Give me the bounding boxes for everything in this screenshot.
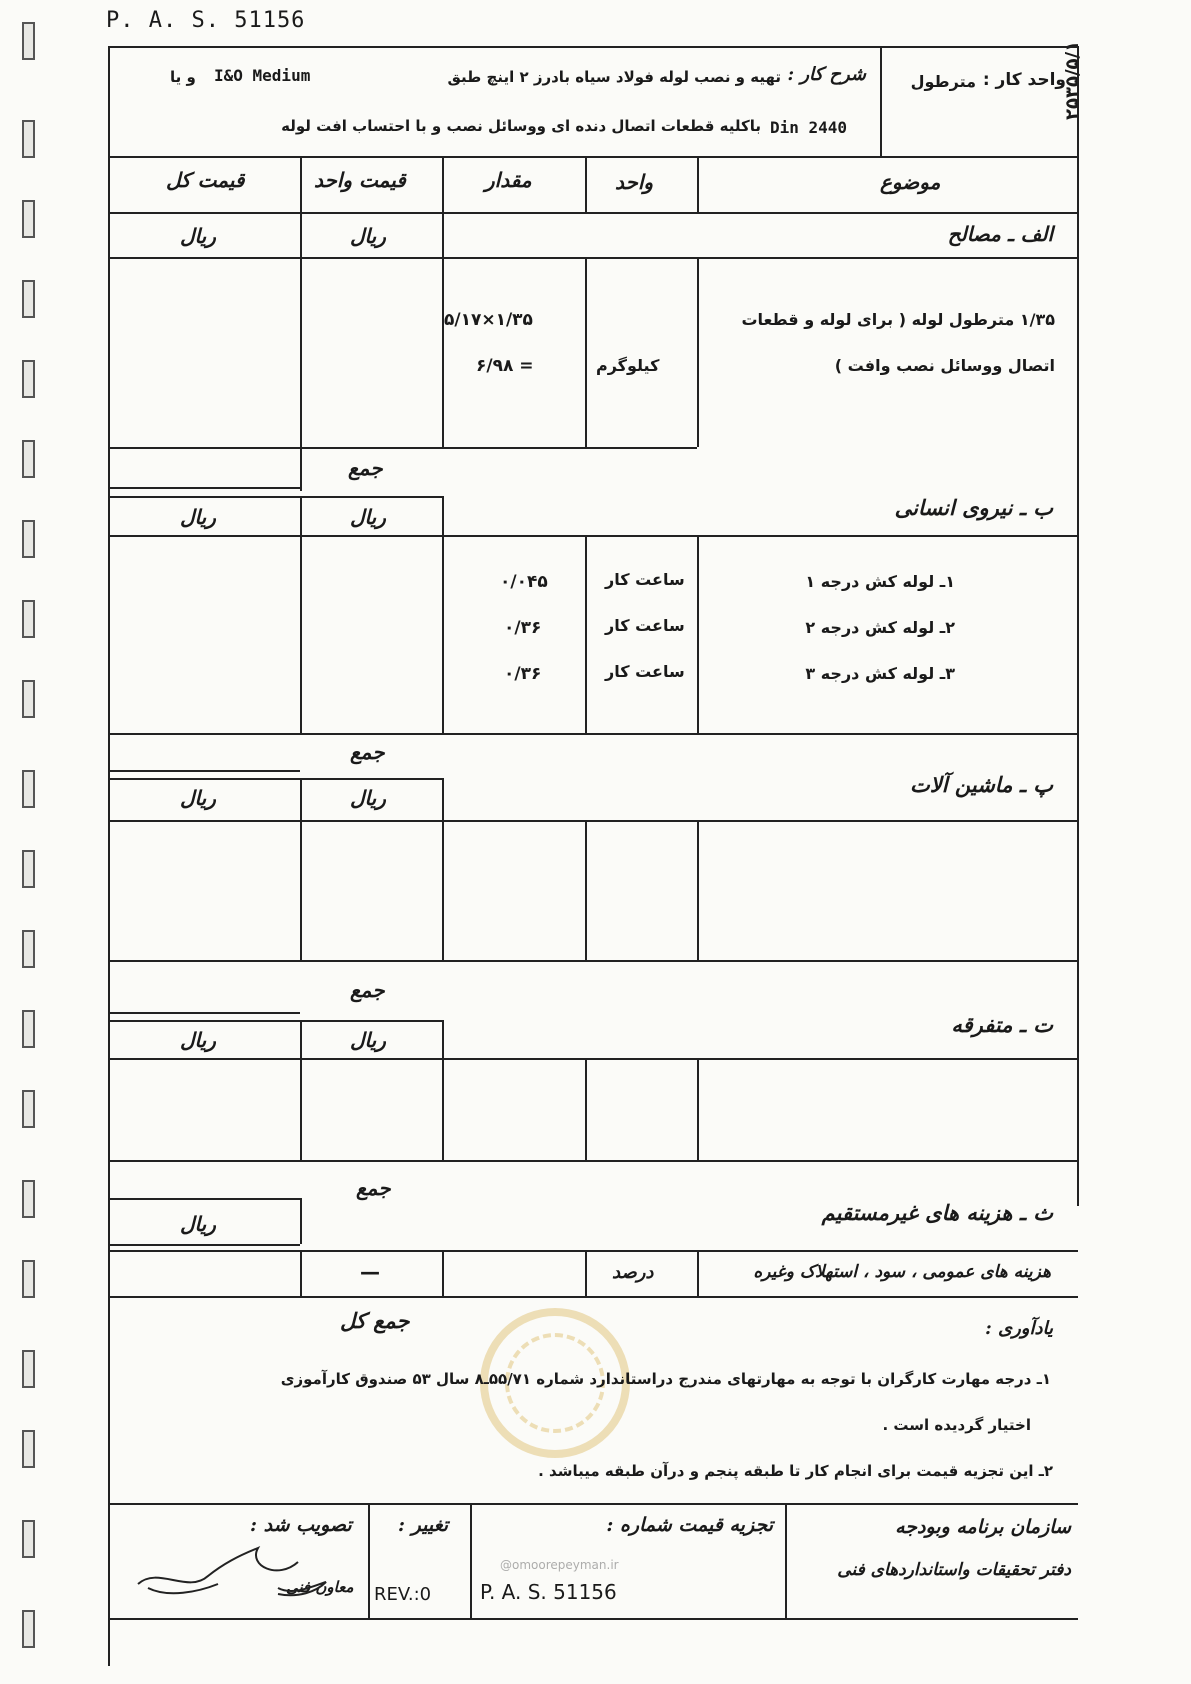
materials-unit: کیلوگرم (596, 356, 660, 375)
work-unit-value: مترطول (910, 72, 976, 91)
indirect-unit-price: — (360, 1260, 380, 1284)
top-code: P. A. S. 51156 (106, 8, 306, 33)
note-1-line2: اختیار گردیده است . (882, 1416, 1031, 1434)
indirect-unit: درصد (612, 1262, 654, 1283)
org-dept: دفتر تحقیقات واستانداردهای فنی (837, 1560, 1071, 1580)
table-border-top (108, 46, 1078, 48)
watermark-text: @omoorepeyman.ir (500, 1558, 619, 1572)
binder-hole (22, 850, 35, 888)
section-materials-title: الف ـ مصالح (947, 222, 1053, 246)
binder-hole (22, 1520, 35, 1558)
misc-sum-label: جمع (356, 1176, 391, 1200)
col-unit: واحد (615, 170, 654, 194)
signature (128, 1536, 338, 1606)
rial-label: ریال (180, 1212, 216, 1236)
binder-hole (22, 200, 35, 238)
work-desc-standard: I&O Medium (214, 66, 311, 85)
binder-hole (22, 930, 35, 968)
table-border-right (1077, 46, 1079, 1206)
work-desc-line2: باکلیه قطعات اتصال دنده ای ووسائل نصب و با احتساب افت لوله (281, 117, 761, 135)
labor-sum-label: جمع (350, 740, 385, 764)
rial-label: ریال (180, 1028, 216, 1052)
binder-hole (22, 1010, 35, 1048)
rial-label: ریال (350, 505, 386, 529)
approved-label: تصویب شد : (250, 1514, 352, 1536)
work-desc-din: Din 2440 (770, 118, 848, 137)
labor-item-qty: ۰/۰۴۵ (500, 572, 548, 592)
materials-item-line1: ۱/۳۵ مترطول لوله ( برای لوله و قطعات (741, 310, 1055, 329)
section-labor-title: ب ـ نیروی انسانی (894, 495, 1053, 520)
change-label: تغییر : (398, 1514, 449, 1536)
work-desc-line1: تهیه و نصب لوله فولاد سیاه بادرز ۲ اینچ طبق (447, 68, 781, 86)
labor-item-unit: ساعت کار (605, 570, 685, 589)
note-2: ۲ـ این تجزیه قیمت برای انجام کار تا طبقه پنجم و درآن طبقه میباشد . (538, 1462, 1053, 1480)
rial-label: ریال (350, 786, 386, 810)
binder-hole (22, 1090, 35, 1128)
rial-label: ریال (350, 1028, 386, 1052)
section-misc-title: ت ـ متفرقه (951, 1012, 1053, 1037)
binder-hole (22, 680, 35, 718)
table-border-left (108, 46, 110, 1666)
binder-hole (22, 1180, 35, 1218)
labor-item-label: ۳ـ لوله کش درجه ۳ (805, 664, 955, 683)
binder-hole (22, 22, 35, 60)
grand-total-label: جمع کل (340, 1308, 410, 1333)
col-quantity: مقدار (485, 168, 532, 192)
binder-hole (22, 280, 35, 318)
analysis-label: تجزیه قیمت شماره : (606, 1514, 773, 1536)
rial-label: ریال (180, 224, 216, 248)
labor-item-qty: ۰/۳۶ (504, 618, 542, 638)
indirect-row-label: هزینه های عمومی ، سود ، استهلاک وغیره (753, 1262, 1051, 1282)
materials-item-line2: اتصال ووسائل نصب وافت ) (834, 356, 1055, 375)
binder-hole (22, 1430, 35, 1468)
binder-hole (22, 600, 35, 638)
analysis-number: P. A. S. 51156 (480, 1580, 617, 1604)
labor-item-unit: ساعت کار (605, 616, 685, 635)
binder-hole (22, 770, 35, 808)
materials-sum-label: جمع (348, 456, 383, 480)
binder-hole (22, 1260, 35, 1298)
labor-item-qty: ۰/۳۶ (504, 664, 542, 684)
materials-qty-line1: ۱/۳۵×۵/۱۷ (444, 310, 533, 330)
note-1-line1: ۱ـ درجه مهارت کارگران با توجه به مهارتهای مندرج دراستاندارد شماره ۵۵/۷۱ـ۸ سال ۵۳ صندوق کارآموزی (280, 1370, 1051, 1388)
binder-hole (22, 1350, 35, 1388)
materials-qty-line2: = ۶/۹۸ (476, 356, 534, 376)
binder-hole (22, 120, 35, 158)
binder-hole (22, 440, 35, 478)
work-desc-or: و یا (170, 68, 196, 86)
labor-item-unit: ساعت کار (605, 662, 685, 681)
section-indirect-title: ث ـ هزینه های غیرمستقیم (821, 1200, 1053, 1225)
org-name: سازمان برنامه وبودجه (895, 1516, 1071, 1538)
rial-label: ریال (180, 786, 216, 810)
binder-hole (22, 520, 35, 558)
col-unit-price: قیمت واحد (314, 168, 406, 192)
deputy-label: معاون فنی (286, 1578, 354, 1596)
binder-hole (22, 360, 35, 398)
labor-item-label: ۱ـ لوله کش درجه ۱ (805, 572, 955, 591)
revision: REV.:0 (374, 1584, 432, 1605)
section-machinery-title: پ ـ ماشین آلات (909, 772, 1053, 797)
work-unit-label: واحد کار : (982, 70, 1066, 90)
rial-label: ریال (350, 224, 386, 248)
side-date: ۲۵۳۵/۵/۱ (1062, 40, 1083, 120)
col-subject: موضوع (880, 170, 941, 194)
machinery-sum-label: جمع (350, 978, 385, 1002)
work-desc-label: شرح کار : (787, 64, 866, 85)
notes-title: یادآوری : (985, 1318, 1053, 1339)
binder-hole (22, 1610, 35, 1648)
col-total-price: قیمت کل (166, 168, 245, 192)
rial-label: ریال (180, 505, 216, 529)
labor-item-label: ۲ـ لوله کش درجه ۲ (805, 618, 955, 637)
